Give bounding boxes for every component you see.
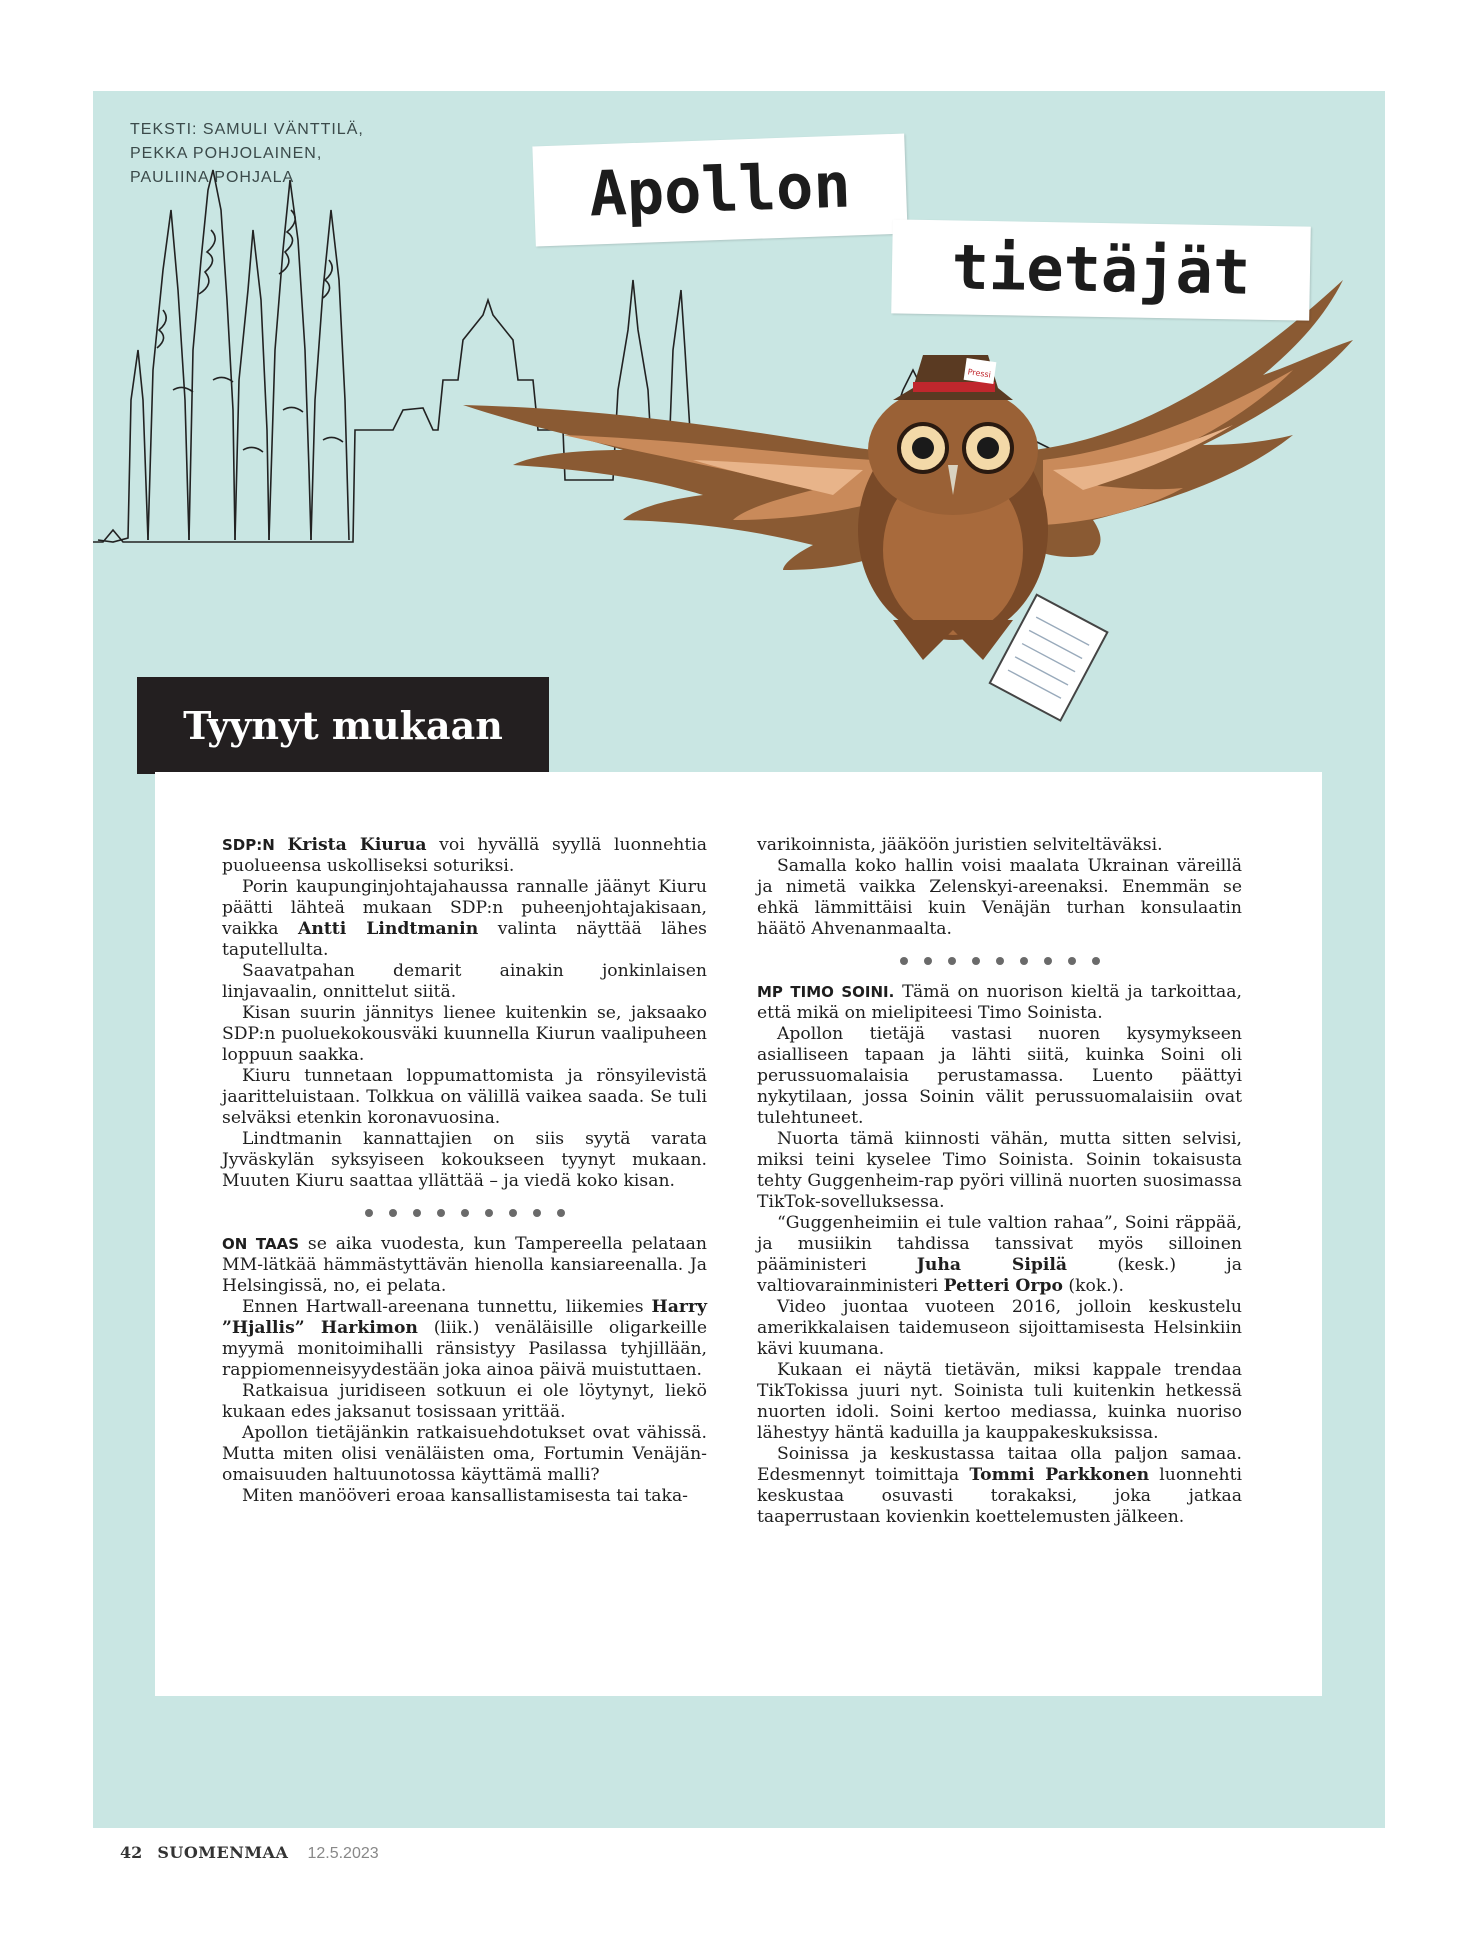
paragraph: Kiuru tunnetaan loppumattomista ja rönsyilevistä jaaritteluistaan. Tolkkua on välillä vaikea saada. Se tuli selväksi etenkin koronavuosina. [222, 1066, 707, 1128]
paragraph: Video juontaa vuoteen 2016, jolloin keskustelu amerikkalaisen taidemuseon sijoittamisesta Helsinkiin kävi kuumana. [757, 1297, 1242, 1359]
title-line-2: tietäjät [891, 219, 1311, 320]
credit-line: PAULIINA POHJALA [130, 169, 295, 186]
section-divider [757, 940, 1242, 982]
credit-line: TEKSTI: SAMULI VÄNTTILÄ, [130, 121, 364, 138]
left-column [222, 835, 707, 1507]
paragraph: Porin kaupunginjohtajahaussa rannalle jäänyt Kiuru päätti lähteä mukaan SDP:n puheenjohtajakisaan, vaikka Antti Lindtmanin valinta näyttää lähes taputellulta. [222, 877, 707, 960]
magazine-name: SUOMENMAA [157, 1843, 289, 1862]
section-label-box [137, 677, 549, 774]
paragraph: MP TIMO SOINI. Tämä on nuorison kieltä ja tarkoittaa, että mikä on mielipiteesi Timo Soinista. [757, 982, 1242, 1023]
paragraph: Soinissa ja keskustassa taitaa olla paljon samaa. Edesmennyt toimittaja Tommi Parkkonen luonnehti keskustaa osuvasti torakaksi, joka jatkaa taaperrustaan kovienkin koettelemusten jälkeen. [757, 1444, 1242, 1527]
paragraph: Ratkaisua juridiseen sotkuun ei ole löytynyt, liekö kukaan edes jaksanut tosissaan yrittää. [222, 1381, 707, 1422]
paragraph: Saavatpahan demarit ainakin jonkinlaisen linjavaalin, onnittelut siitä. [222, 961, 707, 1002]
right-column [757, 835, 1242, 1528]
owl-illustration [463, 280, 1353, 721]
section-label: Tyynyt mukaan [183, 703, 503, 748]
paragraph: “Guggenheimiin ei tule valtion rahaa”, Soini räppää, ja musiikin tahdissa tanssivat myös silloinen pääministeri Juha Sipilä (kesk.) ja valtiovarainministeri Petteri Orpo (kok.). [757, 1213, 1242, 1296]
paragraph: Miten manööveri eroaa kansallistamisesta tai taka- [242, 1486, 688, 1506]
page-number: 42 [120, 1843, 143, 1862]
credit-line: PEKKA POHJOLAINEN, [130, 145, 323, 162]
page-footer [120, 1843, 379, 1863]
paragraph: varikoinnista, jääköön juristien selviteltäväksi. [757, 835, 1163, 855]
paragraph: Ennen Hartwall-areenana tunnettu, liikemies Harry ”Hjallis” Harkimon (liik.) venäläisille oligarkeille myymä monitoimihalli ränsistyy Pasilassa tyhjillään, rappiomenneisyydestään joka ainoa päivä muistuttaen. [222, 1297, 707, 1380]
paragraph: Kisan suurin jännitys lienee kuitenkin se, jaksaako SDP:n puoluekokousväki kuunnella Kiurun vaalipuheen loppuun saakka. [222, 1003, 707, 1065]
issue-date: 12.5.2023 [307, 1845, 379, 1862]
paragraph: Apollon tietäjänkin ratkaisuehdotukset ovat vähissä. Mutta miten olisi venäläisten oma, Fortumin Venäjän-omaisuuden haltuunotossa käyttämä malli? [222, 1423, 707, 1485]
paragraph: Kukaan ei näytä tietävän, miksi kappale trendaa TikTokissa juuri nyt. Soinista tuli kuitenkin hetkessä nuorten idoli. Soini kertoo mediassa, kuinka nuoriso lähestyy häntä kaduilla ja kauppakeskuksissa. [757, 1360, 1242, 1443]
article-body [155, 772, 1322, 1696]
paragraph: ON TAAS se aika vuodesta, kun Tampereella pelataan MM-lätkää hämmästyttävän hienolla kansiareenalla. Ja Helsingissä, no, ei pelata. [222, 1234, 707, 1296]
paragraph: Lindtmanin kannattajien on siis syytä varata Jyväskylän syksyiseen kokoukseen tyynyt mukaan. Muuten Kiuru saattaa yllättää – ja viedä koko kisan. [222, 1129, 707, 1191]
section-divider [222, 1192, 707, 1234]
paragraph: SDP:N Krista Kiurua voi hyvällä syyllä luonnehtia puolueensa uskolliseksi soturiksi. [222, 835, 707, 876]
paragraph: Nuorta tämä kiinnosti vähän, mutta sitten selvisi, miksi teini kyselee Timo Soinista. Soinin tokaisusta tehty Guggenheim-rap pyöri villinä nuorten suosimassa TikTok-sovelluksessa. [757, 1129, 1242, 1212]
owl-hat [893, 355, 1013, 400]
paragraph: Apollon tietäjä vastasi nuoren kysymykseen asialliseen tapaan ja lähti siitä, kuinka Soini oli perussuomalaisia perustamassa. Luento päättyi nykytilaan, jossa Soinin välit perussuomalaisiin ovat tulehtuneet. [757, 1024, 1242, 1128]
owl-hat-label: Pressi [967, 367, 992, 380]
title-line-1: Apollon [532, 134, 907, 247]
tree-drawing [98, 170, 349, 542]
paragraph: Samalla koko hallin voisi maalata Ukrainan väreillä ja nimetä vaikka Zelenskyi-areenaksi. Enemmän se ehkä lämmittäisi kuin Venäjän turhan konsulaatin häätö Ahvenanmaalta. [757, 856, 1242, 939]
